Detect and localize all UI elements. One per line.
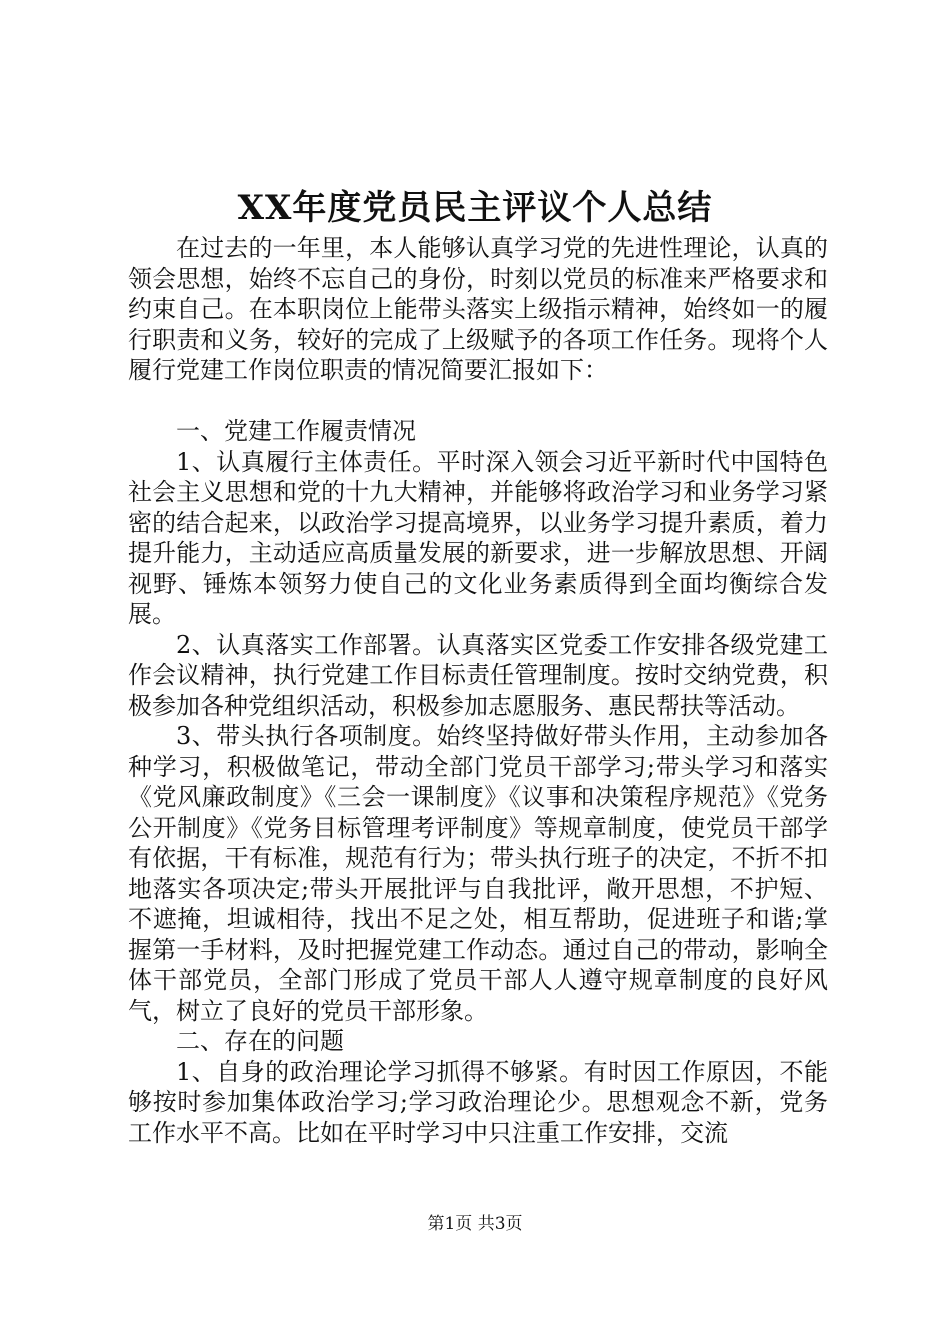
document-body xyxy=(128,233,828,1148)
section-heading-2: 二、存在的问题 xyxy=(176,1027,344,1055)
body-paragraph: 1、自身的政治理论学习抓得不够紧。有时因工作原因，不能够按时参加集体政治学习;学习政治理论少。思想观念不新，党务工作水平不高。比如在平时学习中只注重工作安排，交流 xyxy=(128,1057,828,1147)
page-number: 第1页 共3页 xyxy=(427,1214,523,1234)
intro-paragraph: 在过去的一年里，本人能够认真学习党的先进性理论，认真的领会思想，始终不忘自己的身份，时刻以党员的标准来严格要求和约束自己。在本职岗位上能带头落实上级指示精神，始终如一的履行职责和义务，较好的完成了上级赋予的各项工作任务。现将个人履行党建工作岗位职责的情况简要汇报如下： xyxy=(128,234,828,384)
body-paragraph: 1、认真履行主体责任。平时深入领会习近平新时代中国特色社会主义思想和党的十九大精神，并能够将政治学习和业务学习紧密的结合起来，以政治学习提高境界，以业务学习提升素质，着力提升能力，主动适应高质量发展的新要求，进一步解放思想、开阔视野、锤炼本领努力使自己的文化业务素质得到全面均衡综合发展。 xyxy=(128,447,828,628)
section-heading-1: 一、党建工作履责情况 xyxy=(176,417,416,445)
body-paragraph: 2、认真落实工作部署。认真落实区党委工作安排各级党建工作会议精神，执行党建工作目标责任管理制度。按时交纳党费，积极参加各种党组织活动，积极参加志愿服务、惠民帮扶等活动。 xyxy=(128,630,828,720)
document-title: XX年度党员民主评议个人总结 xyxy=(237,188,713,228)
body-paragraph: 3、带头执行各项制度。始终坚持做好带头作用，主动参加各种学习，积极做笔记，带动全部门党员干部学习;带头学习和落实《党风廉政制度》《三会一课制度》《议事和决策程序规范》《党务公开制度》《党务目标管理考评制度》等规章制度，使党员干部学有依据，干有标准，规范有行为；带头执行班子的决定，不折不扣地落实各项决定;带头开展批评与自我批评，敞开思想，不护短、不遮掩，坦诚相待，找出不足之处，相互帮助，促进班子和谐;掌握第一手材料，及时把握党建工作动态。通过自己的带动，影响全体干部党员，全部门形成了党员干部人人遵守规章制度的良好风气，树立了良好的党员干部形象。 xyxy=(128,722,828,1025)
